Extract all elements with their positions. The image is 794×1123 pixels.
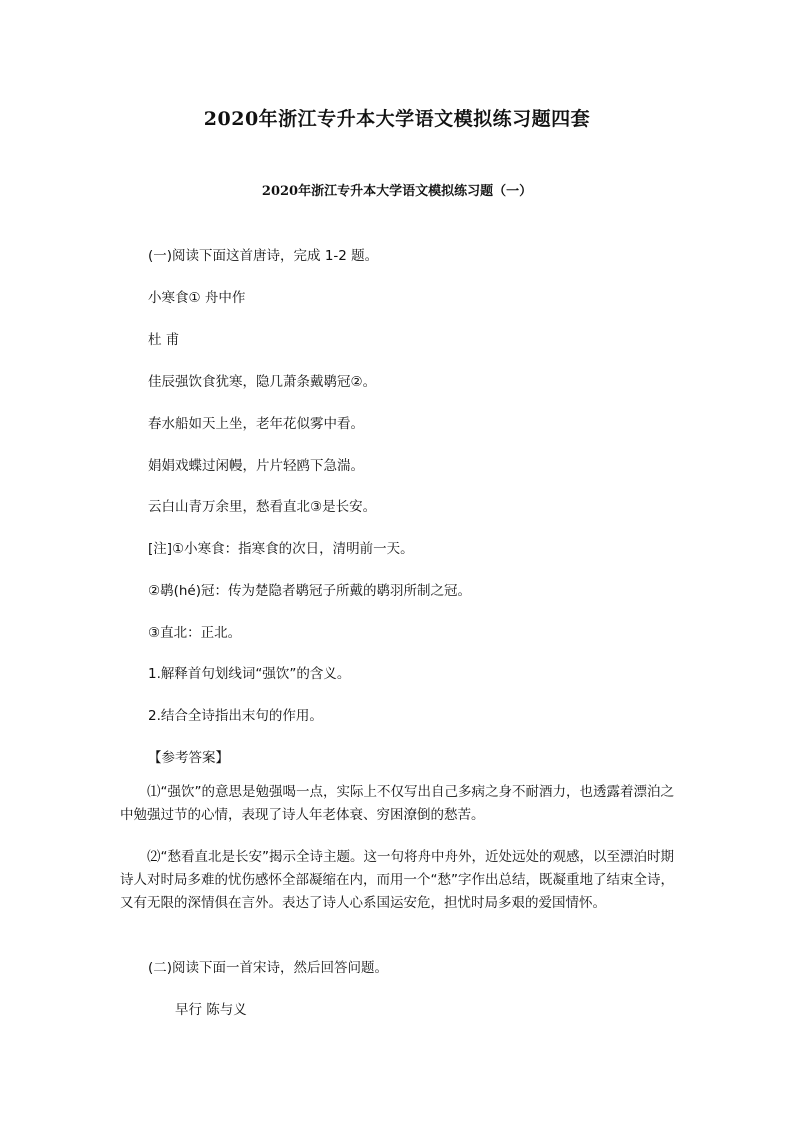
poem1-line: 春水船如天上坐，老年花似雾中看。 [148,416,364,432]
answer-paragraph: ⑴“强饮”的意思是勉强喝一点，实际上不仅写出自己多病之身不耐酒力，也透露着漂泊之中勉强过节的心情，表现了诗人年老体衰、穷困潦倒的愁苦。 [120,784,674,823]
question-line: 2.结合全诗指出末句的作用。 [148,708,323,724]
poem1-line: 云白山青万余里，愁看直北③是长安。 [148,499,377,515]
poem1-line: 娟娟戏蝶过闲幔，片片轻鸥下急湍。 [148,458,364,474]
answer-paragraph: ⑵“愁看直北是长安”揭示全诗主题。这一句将舟中舟外，近处远处的观感，以至漂泊时期诗人对时局多难的忧伤感怀全部凝缩在内，而用一个“愁”字作出总结，既凝重地了结束全诗，又有无限的深情俱在言外。表达了诗人心系国运安危，担忧时局多艰的爱国情怀。 [120,849,674,911]
note-line: ②鹖(hé)冠：传为楚隐者鹖冠子所戴的鹖羽所制之冠。 [148,583,471,599]
poem1-title: 小寒食① 舟中作 [148,290,246,306]
answer-heading: 【参考答案】 [148,750,229,766]
note-line: ③直北：正北。 [148,625,242,641]
note-line: [注]①小寒食：指寒食的次日，清明前一天。 [148,541,414,557]
section1-intro: (一)阅读下面这首唐诗，完成 1-2 题。 [148,248,379,264]
section2-intro: (二)阅读下面一首宋诗，然后回答问题。 [148,960,389,976]
document-title: 2020年浙江专升本大学语文模拟练习题四套 [203,108,591,130]
poem2-heading: 早行 陈与义 [175,1002,247,1018]
question-line: 1.解释首句划线词“强饮”的含义。 [148,666,351,682]
poem1-line: 佳辰强饮食犹寒，隐几萧条戴鹖冠②。 [148,374,377,390]
poem1-author: 杜 甫 [148,332,180,348]
document-subtitle: 2020年浙江专升本大学语文模拟练习题（一） [261,184,533,199]
